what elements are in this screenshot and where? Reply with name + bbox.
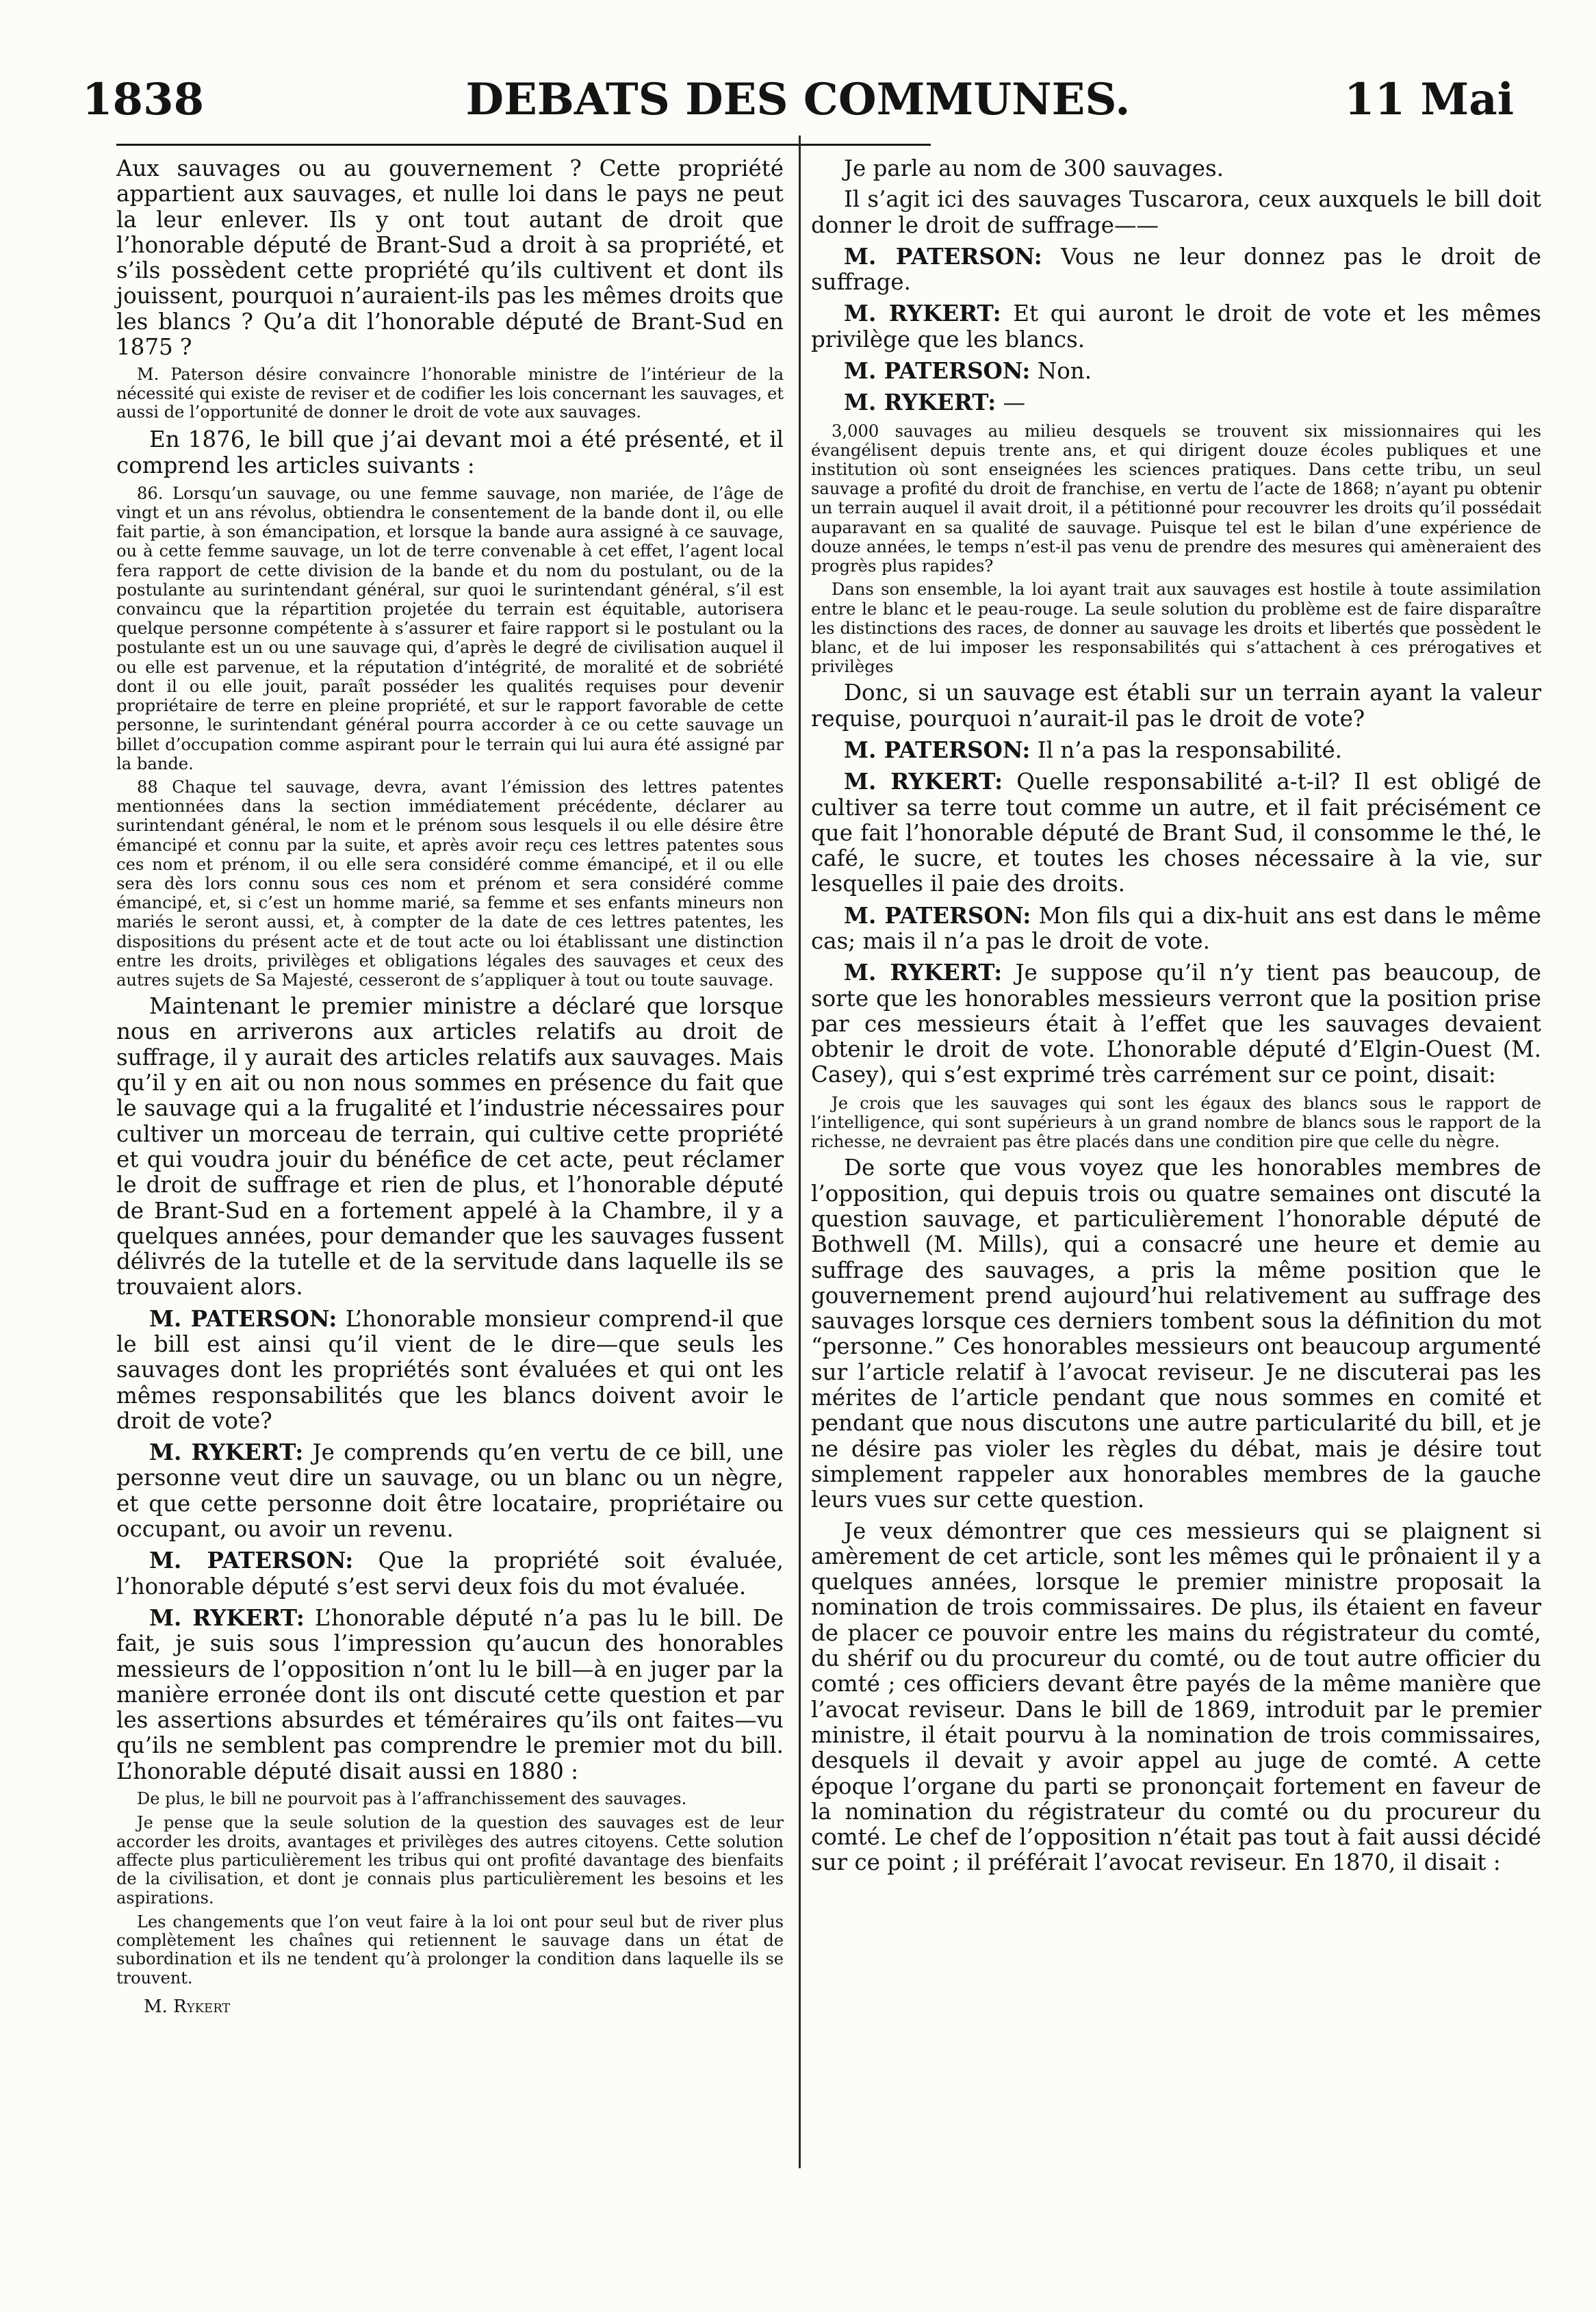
paragraph xyxy=(116,156,784,360)
text: Je pense que la seule solution de la question des sauvages est de leur accorder les droits, avantages et privilèges des autres citoyens. Cette solution affecte plus particulièrement les tribus qui ont profité davantage des bienfaits de la civilisation, et dont je connais plus particulièrement les besoins et les aspirations. xyxy=(116,1813,784,1908)
text: Je parle au nom de 300 sauvages. xyxy=(844,155,1224,181)
summary-note xyxy=(116,365,784,422)
summary-note xyxy=(116,1913,784,1988)
speech-paragraph xyxy=(116,1439,784,1542)
text: De plus, le bill ne pourvoit pas à l’affranchissement des sauvages. xyxy=(137,1789,687,1809)
text: M. Rykert xyxy=(144,1996,231,2018)
quoted-text xyxy=(116,484,784,773)
quoted-text xyxy=(811,580,1541,676)
speech-paragraph xyxy=(811,358,1541,384)
speaker-name: M. PATERSON: xyxy=(149,1547,354,1574)
quoted-text xyxy=(116,778,784,990)
text: Je suppose qu’il n’y tient pas beaucoup, de sorte que les honorables messieurs verront que la position prise par ces messieurs était à l’effet que les sauvages devaient obtenir le droit de vote. L’honorable député d’Elgin-Ouest (M. Casey), qui s’est exprimé très carrément sur ce point, disait: xyxy=(811,960,1541,1088)
text: Il n’a pas la responsabilité. xyxy=(1037,736,1343,763)
speech-paragraph xyxy=(811,903,1541,955)
speaker-name: M. RYKERT: xyxy=(844,768,1003,795)
text: Il s’agit ici des sauvages Tuscarora, ceux auxquels le bill doit donner le droit de suffrage—— xyxy=(811,186,1541,238)
speech-paragraph xyxy=(811,737,1541,763)
paragraph xyxy=(811,1519,1541,1876)
text: L’honorable monsieur comprend-il que le bill est ainsi qu’il vient de le dire—que seuls les sauvages dont les propriétés sont évaluées et qui ont les mêmes responsabilités que les blancs doivent avoir le droit de vote? xyxy=(116,1305,784,1434)
speaker-name: M. PATERSON: xyxy=(844,357,1031,385)
speaker-name: M. PATERSON: xyxy=(844,901,1031,929)
text: Donc, si un sauvage est établi sur un terrain ayant la valeur requise, pourquoi n’aurait-il pas le droit de vote? xyxy=(811,680,1541,732)
text: Je veux démontrer que ces messieurs qui se plaignent si amèrement de cet article, sont les mêmes qui le prônaient il y a quelques années, lorsque le premier ministre proposait la nomination de trois commissaires. De plus, ils étaient en faveur de placer ce pouvoir entre les mains du régistrateur du comté, du shérif ou du procureur du comté, ou de tout autre officier du comté ; ces officiers devant être payés de la même manière que l’avocat reviseur. Dans le bill de 1869, introduit par le premier ministre, il était pourvu à la nomination de trois commissaires, desquels il devait y avoir appel au juge de comté. A cette époque l’organe du parti se prononçait fortement en faveur de la nomination du régistrateur du comté ou du procureur du comté. Le chef de l’opposition n’était pas tout à fait aussi décidé sur ce point ; il préférait l’avocat reviseur. En 1870, il disait : xyxy=(811,1517,1541,1876)
left-column xyxy=(116,156,784,2025)
speech-paragraph xyxy=(811,244,1541,296)
speaker-name: M. RYKERT: xyxy=(844,300,1001,327)
text: Aux sauvages ou au gouvernement ? Cette propriété appartient aux sauvages, et nulle loi dans le pays ne peut la leur enlever. Ils y ont tout autant de droit que l’honorable député de Brant-Sud a droit à sa propriété, et s’ils possèdent cette propriété qu’ils cultivent et dont ils jouissent, pourquoi n’auraient-ils pas les mêmes droits que les blancs ? Qu’a dit l’honorable député de Brant-Sud en 1875 ? xyxy=(116,155,784,361)
text: M. Paterson désire convaincre l’honorable ministre de l’intérieur de la nécessité qui existe de reviser et de codifier les lois concernant les sauvages, et aussi de l’opportunité de donner le droit de vote aux sauvages. xyxy=(116,365,784,422)
text: 88 Chaque tel sauvage, devra, avant l’émission des lettres patentes mentionnées dans la section immédiatement précédente, déclarer au surintendant général, le nom et le prénom sous lesquels il ou elle désire être émancipé et connu par la suite, et après avoir reçu ces lettres patentes sous ces nom et prénom, il ou elle sera considéré comme émancipé, et il ou elle sera dès lors connu sous ces nom et prénom et sera considéré comme émancipé, et, si c’est un homme marié, sa femme et ses enfants mineurs non mariés le seront aussi, et, à compter de la date de ces lettres patentes, les dispositions du présent acte et de tout acte ou loi établissant une distinction entre les droits, privilèges et obligations légales des sauvages et ceux des autres sujets de Sa Majesté, cesseront de s’appliquer à tout ou toute sauvage. xyxy=(116,777,784,990)
speaker-name: M. RYKERT: xyxy=(149,1604,305,1631)
paragraph xyxy=(811,187,1541,238)
text: — xyxy=(1003,389,1026,416)
speech-paragraph xyxy=(116,1605,784,1784)
page-number: 1838 xyxy=(82,74,205,125)
text: Et qui auront le droit de vote et les mêmes privilège que les blancs. xyxy=(811,300,1541,352)
text: L’honorable député n’a pas lu le bill. De fait, je suis sous l’impression qu’aucun des honorables messieurs de l’opposition n’ont lu le bill—à en juger par la manière erronée dont ils ont discuté cette question et par les assertions absurdes et téméraires qu’ils ont faites—vu qu’ils ne semblent pas comprendre le premier mot du bill. L’honorable député disait aussi en 1880 : xyxy=(116,1604,784,1784)
text: Dans son ensemble, la loi ayant trait aux sauvages est hostile à toute assimilation entre le blanc et le peau-rouge. La seule solution du problème est de faire disparaître les distinctions des races, de donner au sauvage les droits et libertés que possèdent le blanc, et de lui imposer les responsabilités qui s’attachent à ces prérogatives et privilèges xyxy=(811,580,1541,677)
speaker-name: M. RYKERT: xyxy=(844,389,996,416)
text: Je comprends qu’en vertu de ce bill, une personne veut dire un sauvage, ou un blanc ou un nègre, et que cette personne doit être locataire, propriétaire ou occupant, ou avoir un revenu. xyxy=(116,1439,784,1543)
text: Quelle responsabilité a-t-il? Il est obligé de cultiver sa terre tout comme un autre, et il fait précisément ce que fait l’honorable député de Brant Sud, il consomme le thé, le café, le sucre, et toutes les choses nécessaire à la vie, sur lesquelles il paie des droits. xyxy=(811,769,1541,897)
paragraph xyxy=(116,994,784,1300)
text: Vous ne leur donnez pas le droit de suffrage. xyxy=(811,243,1542,296)
page-header xyxy=(82,74,1514,129)
header-rule xyxy=(116,144,931,146)
text: Je crois que les sauvages qui sont les égaux des blancs sous le rapport de l’intelligence, qui sont supérieurs à un grand nombre de blancs sous le rapport de la richesse, ne devraient pas être placés dans une condition pire que celle du nègre. xyxy=(811,1093,1541,1152)
speaker-name: M. RYKERT: xyxy=(844,959,1003,986)
text: En 1876, le bill que j’ai devant moi a été présenté, et il comprend les articles suivants : xyxy=(116,426,784,478)
right-column xyxy=(811,156,1541,1881)
speech-paragraph xyxy=(811,769,1541,897)
paragraph xyxy=(811,680,1541,732)
summary-note xyxy=(116,1790,784,1808)
speech-paragraph xyxy=(811,300,1541,352)
summary-note xyxy=(116,1814,784,1907)
speaker-name: M. PATERSON: xyxy=(844,242,1042,270)
speaker-name: M. PATERSON: xyxy=(844,736,1031,763)
speaker-signoff xyxy=(144,1994,784,2020)
text: 3,000 sauvages au milieu desquels se trouvent six missionnaires qui les évangélisent depuis trente ans, et qui dirigent douze écoles publiques et une institution où sont enseignées les sciences pratiques. Dans cette tribu, un seul sauvage a profité du droit de franchise, en vertu de l’acte de 1868; n’ayant pu obtenir un terrain auquel il avait droit, il a pétitionné pour recouvrer les droits qu’il possédait auparavant en sa qualité de sauvage. Puisque tel est le bilan d’une expérience de douze années, le temps n’est-il pas venu de prendre des mesures qui amèneraient des progrès plus rapides? xyxy=(811,421,1541,576)
text: Mon fils qui a dix-huit ans est dans le même cas; mais il n’a pas le droit de vote. xyxy=(811,902,1541,954)
text: Les changements que l’on veut faire à la loi ont pour seul but de river plus complètement les chaînes qui retiennent le sauvage dans un état de subordination et ils ne tendent qu’à prolonger la condition dans laquelle ils se trouvent. xyxy=(116,1912,784,1988)
speaker-name: M. PATERSON: xyxy=(149,1305,337,1332)
column-divider xyxy=(799,136,801,2168)
text: De sorte que vous voyez que les honorables membres de l’opposition, qui depuis trois ou quatre semaines ont discuté la question sauvage, et particulièrement l’honorable député de Bothwell (M. Mills), qui a consacré une heure et demie au suffrage des sauvages, a pris la même position que le gouvernement prend aujourd’hui relativement au suffrage des sauvages lorsque ces derniers tombent sous la définition du mot “personne.” Ces honorables messieurs ont beaucoup argumenté sur l’article relatif à l’avocat reviseur. Je ne discuterai pas les mérites de l’article pendant que nous sommes en comité et pendant que nous discutons une autre particularité du bill, et je ne désire pas violer les règles du débat, mais je désire tout simplement rappeler aux honorables membres de la gauche leurs vues sur cette question. xyxy=(811,1155,1541,1513)
text: Que la propriété soit évaluée, l’honorable député s’est servi deux fois du mot évaluée. xyxy=(116,1547,784,1600)
speech-paragraph xyxy=(811,960,1541,1088)
speech-paragraph xyxy=(116,1306,784,1434)
page-title: DEBATS DES COMMUNES. xyxy=(465,74,1131,125)
paragraph xyxy=(811,156,1541,181)
page-date: 11 Mai xyxy=(1344,74,1514,125)
paragraph xyxy=(116,427,784,478)
paragraph xyxy=(811,1155,1541,1513)
text: Maintenant le premier ministre a déclaré que lorsque nous en arriverons aux articles relatifs au droit de suffrage, il y aurait des articles relatifs aux sauvages. Mais qu’il y en ait ou non nous sommes en présence du fait que le sauvage qui a la frugalité et l’industrie nécessaires pour cultiver un morceau de terrain, qui cultive cette propriété et qui voudra jouir du bénéfice de cet acte, peut réclamer le droit de suffrage et rien de plus, et l’honorable député de Brant-Sud en a fortement appelé à la Chambre, il y a quelques années, pour demander que les sauvages fussent délivrés de la tutelle et de la servitude dans laquelle ils se trouvaient alors. xyxy=(116,993,784,1300)
speech-paragraph xyxy=(116,1547,784,1600)
speaker-name: M. RYKERT: xyxy=(149,1439,304,1466)
quoted-text xyxy=(811,422,1541,576)
text: 86. Lorsqu’un sauvage, ou une femme sauvage, non mariée, de l’âge de vingt et un ans révolus, obtiendra le consentement de la bande dont il, ou elle fait partie, à son émancipation, et lorsque la bande aura assigné à ce sauvage, ou à cette femme sauvage, un lot de terre convenable à cet effet, l’agent local fera rapport de cette division de la bande et du nom du postulant, ou de la postulante au surintendant général, sur quoi le surintendant général, s’il est convaincu que la répartition projetée du terrain est équitable, autorisera quelque personne compétente à s’assurer et faire rapport si le postulant ou la postulante est un ou une sauvage qui, d’après le degré de civilisation auquel il ou elle est parvenue, et la réputation d’intégrité, de moralité et de sobriété dont il ou elle jouit, paraît posséder les qualités requises pour devenir propriétaire de terre en pleine propriété, et sur le rapport favorable de cette personne, le surintendant général pourra accorder à ce ou cette sauvage un billet d’occupation comme aspirant pour le terrain qui lui aura été assigné par la bande. xyxy=(116,483,784,773)
quoted-text xyxy=(811,1094,1541,1152)
speech-paragraph xyxy=(811,389,1541,415)
text: Non. xyxy=(1037,358,1092,385)
